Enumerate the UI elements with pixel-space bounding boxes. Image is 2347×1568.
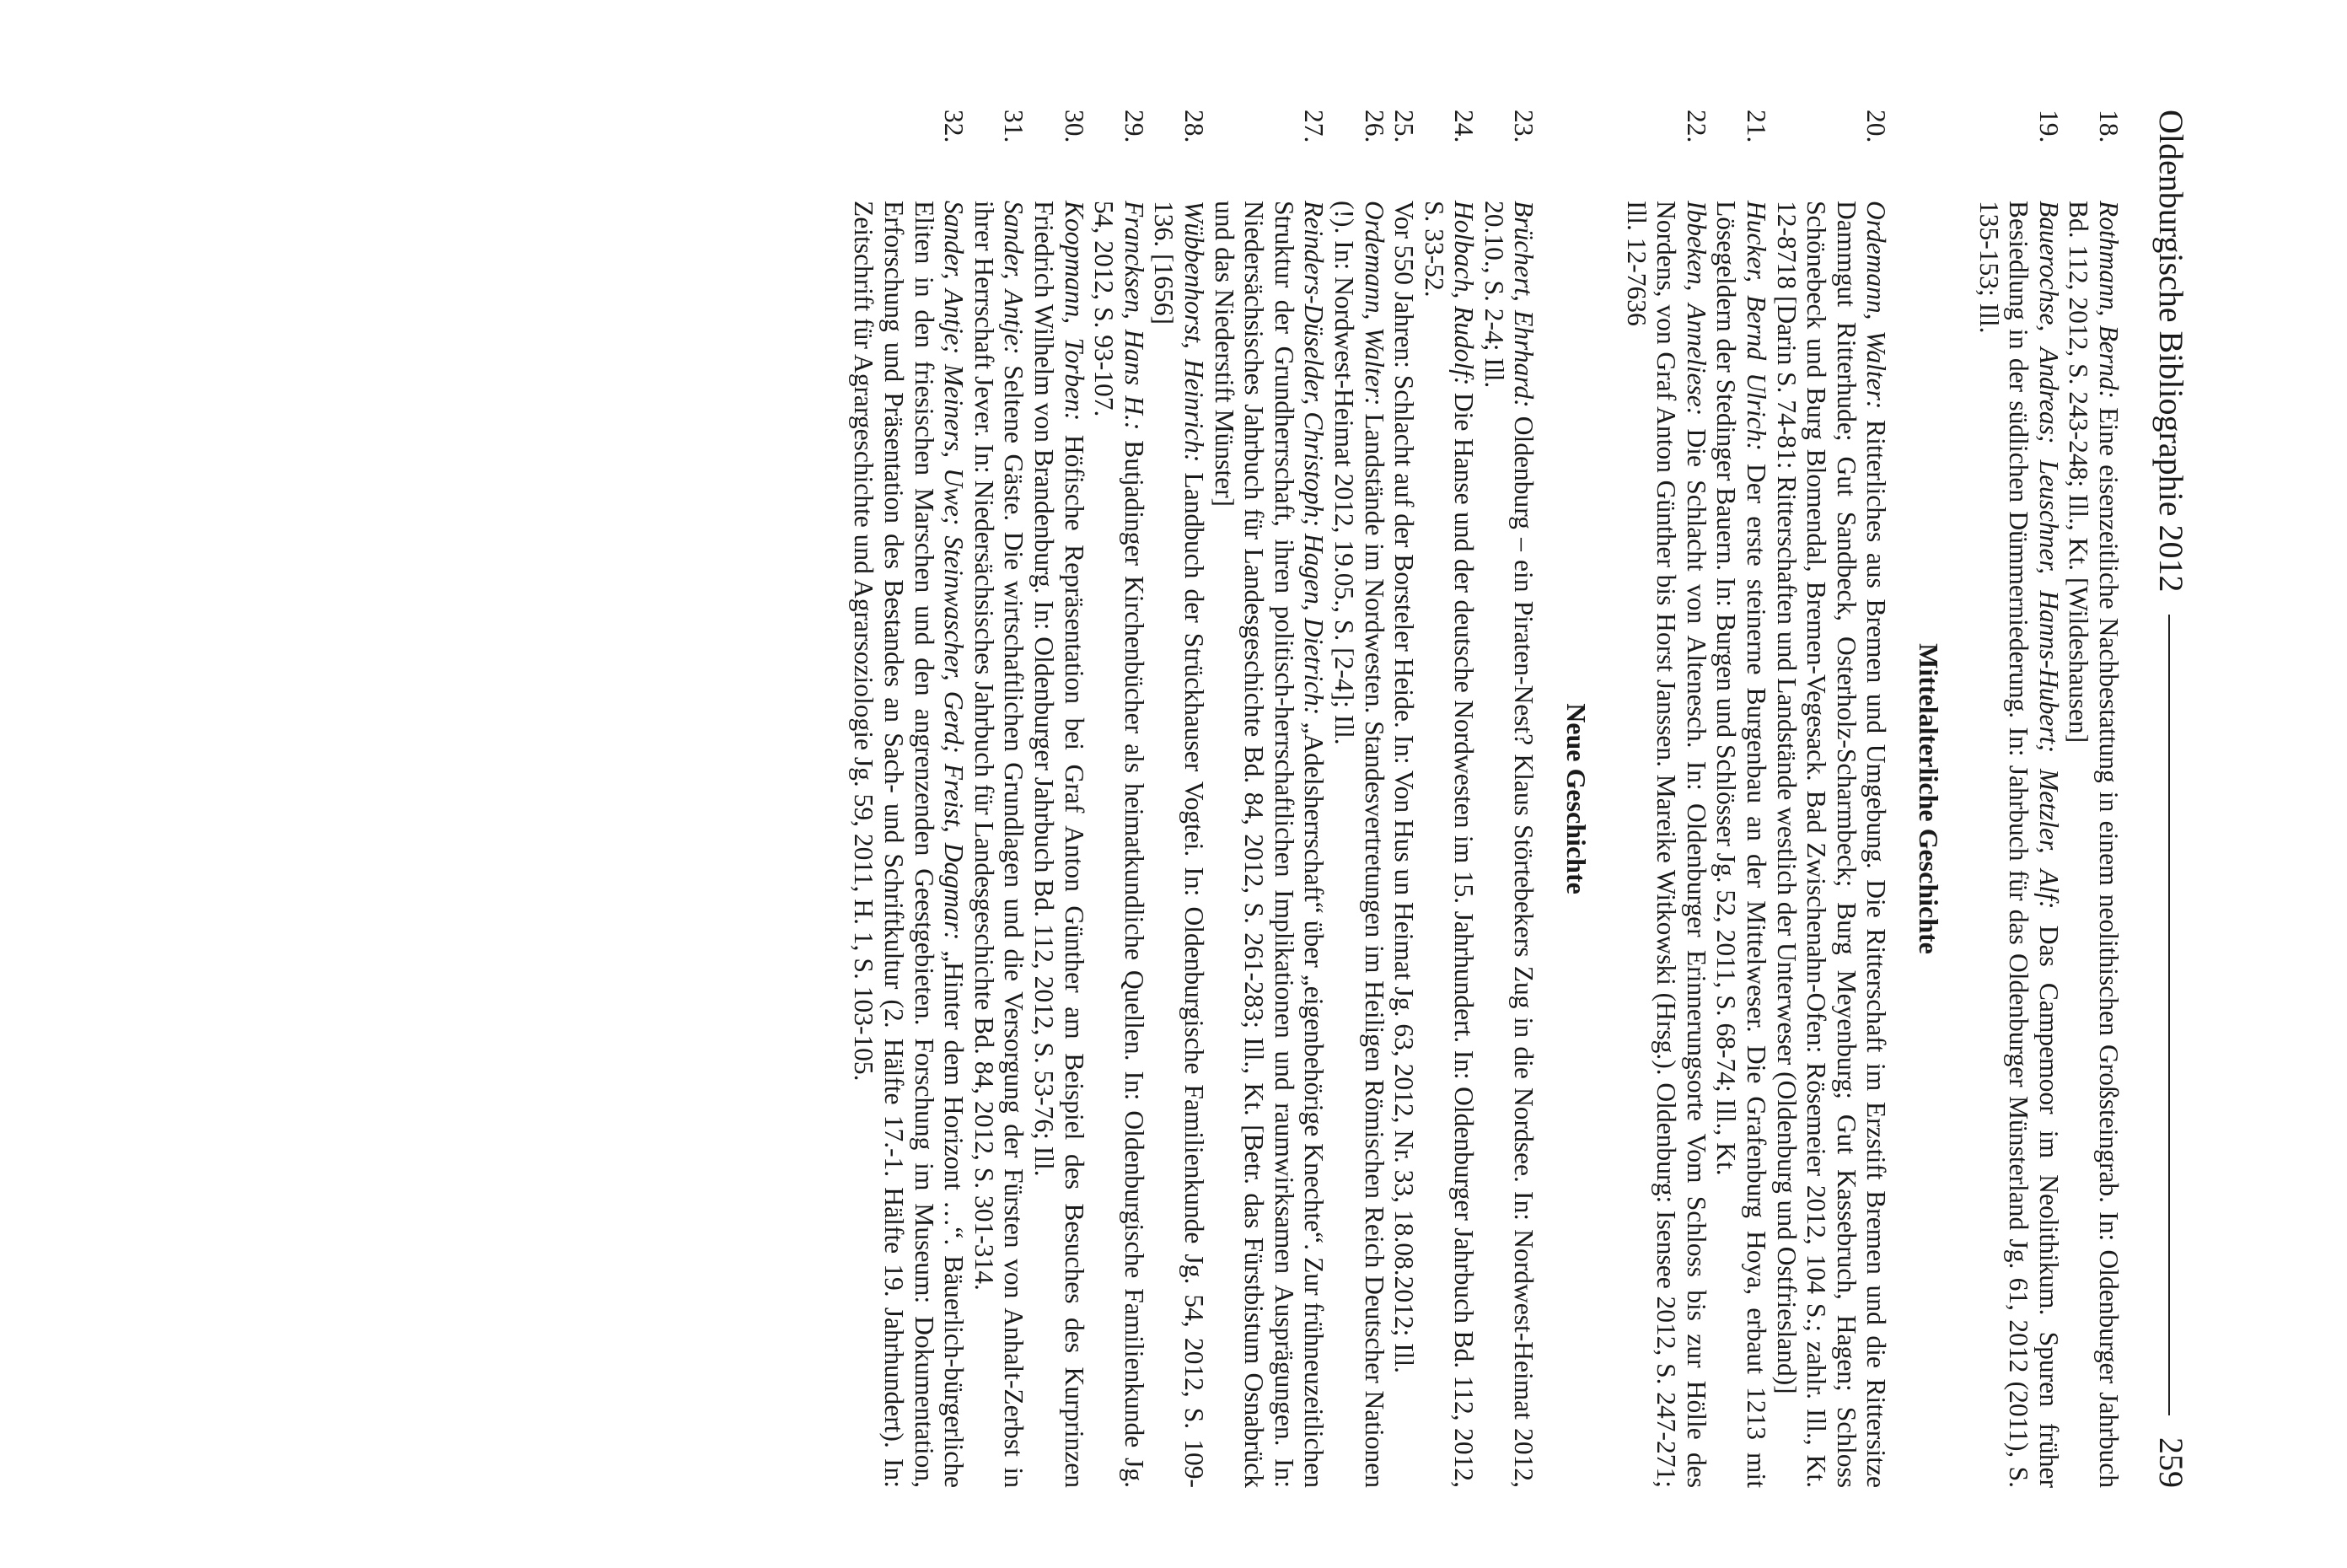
entry-text: Der erste steinerne Burgenbau an der Mittelweser. Die Grafenburg Hoya, erbaut 1213 mit Lösegeldern der Stedinger Bauern. In: Burgen und Schlösser Jg. 52, 2011, S. 68-74; Ill., Kt. [1711, 201, 1772, 1488]
entry-author: Wübbenhorst, Heinrich: [1179, 201, 1209, 463]
entry-text: Oldenburg – ein Piraten-Nest? Klaus Störtebekers Zug in die Nordsee. In: Nordwest-Heimat 2012, 20.10., S. 2-4; Ill. [1479, 201, 1539, 1489]
page-number: 259 [2152, 1437, 2191, 1488]
entry-text: Die Schlacht von Altenesch. In: Oldenburger Erinnerungsorte Vom Schloss bis zur Hölle des Nordens, von Graf Anton Günther bis Horst Janssen. Mareike Witkowski (Hrsg.). Oldenburg: Isensee 2012, S. 247-271; Ill. 12-7636 [1621, 201, 1711, 1488]
entry-text: Butjadinger Kirchenbücher als heimatkundliche Quellen. In: Oldenburgische Familienkunde Jg. 54, 2012, S. 93-107. [1089, 201, 1149, 1489]
bibliography-entry [849, 110, 969, 1488]
entry-author: Ordemann, Walter: [1359, 201, 1389, 406]
entry-text: Landbuch der Strückhauser Vogtei. In: Oldenburgische Familienkunde Jg. 54, 2012, S. 109-136. [1656] [1149, 201, 1209, 1488]
entry-author: Hucker, Bernd Ulrich: [1742, 201, 1772, 451]
entry-author: Bauerochse, Andreas; Leuschner, Hanns-Hubert; Metzler, Alf: [2033, 201, 2064, 910]
entry-number: 18. [2094, 110, 2124, 143]
bibliography-body [849, 110, 2124, 1488]
entry-author: Koopmann, Torben: [1059, 201, 1089, 422]
entry-author: Holbach, Rudolf: [1449, 201, 1480, 386]
entry-number: 22. [1681, 110, 1711, 143]
bibliography-entry [1974, 110, 2064, 1488]
bibliography-entry [1209, 110, 1329, 1488]
bibliography-entry [1149, 110, 1209, 1488]
entry-number: 32. [939, 110, 969, 143]
bibliography-entry [1389, 110, 1420, 1488]
entry-number: 30. [1059, 110, 1089, 143]
entry-number: 28. [1179, 110, 1209, 143]
entry-text: Eine eisenzeitliche Nachbestattung in einem neolithischen Großsteingrab. In: Oldenburger Jahrbuch Bd. 112, 2012, S. 243-248; Ill., Kt. [Wildeshausen] [2064, 201, 2124, 1488]
entry-author: Ordemann, Walter: [1861, 201, 1892, 410]
entry-text: Landstände im Nordwesten. Standesvertretungen im Heiligen Römischen Reich Deutscher Nationen (!). In: Nordwest-Heimat 2012, 19.05., S. [2-4]; Ill. [1329, 201, 1389, 1488]
entry-author: Ibbeken, Anneliese: [1681, 201, 1711, 416]
entry-text: Höfische Repräsentation bei Graf Anton Günther am Beispiel des Besuches des Kurprinzen Friedrich Wilhelm von Brandenburg. In: Oldenburger Jahrbuch Bd. 112, 2012, S. 53-76; Ill. [1029, 201, 1089, 1489]
entry-text: Die Hanse und der deutsche Nordwesten im 15. Jahrhundert. In: Oldenburger Jahrbuch Bd. 112, 2012, S. 33-52. [1419, 201, 1480, 1488]
bibliography-entry [1329, 110, 1388, 1488]
entry-author: Sander, Antje; Meiners, Uwe; Steinwascher, Gerd; Freist, Dagmar: [939, 201, 969, 941]
entry-number: 24. [1449, 110, 1480, 143]
entry-text: Das Campemoor im Neolithikum. Spuren früher Besiedlung in der südlichen Dümmerniederung. In: Jahrbuch für das Oldenburger Münsterland Jg. 61, 2012 (2011), S. 135-153; Ill. [1974, 201, 2064, 1489]
bibliography-entry [1089, 110, 1149, 1488]
running-title: Oldenburgische Bibliographie 2012 [2152, 110, 2191, 593]
bibliography-entry [2064, 110, 2124, 1488]
bibliography-entry [1419, 110, 1479, 1488]
section-heading: Mittelalterliche Geschichte [1914, 643, 1945, 954]
entry-author: Francksen, Hans H.: [1119, 201, 1149, 431]
entry-number: 19. [2033, 110, 2064, 143]
entry-author: Brüchert, Ehrhard: [1509, 201, 1539, 408]
entry-text: „Adelsherrschaft“ über „eigenbehörige Knechte“. Zur frühneuzeitlichen Struktur der Grundherrschaft, ihren politisch-herrschaftlichen Implikationen und raumwirksamen Ausprägungen. In: Niedersächsisches Jahrbuch für Landesgeschichte Bd. 84, 2012, S. 261-283; Ill., Kt. [Betr. das Fürstbistum Osnabrück und das Niederstift Münster] [1209, 201, 1329, 1489]
entry-number: 25. [1389, 110, 1420, 143]
entry-number: 20. [1861, 110, 1892, 143]
header-rule [2168, 615, 2170, 1416]
entry-author: Reinders-Düselder, Christoph; Hagen, Dietrich: [1299, 201, 1329, 716]
bibliography-entry [969, 110, 1028, 1488]
section-heading: Neue Geschichte [1561, 703, 1592, 894]
entry-number: 26. [1359, 110, 1389, 143]
entry-text: Ritterliches aus Bremen und Umgebung. Die Ritterschaft im Erzstift Bremen und die Rittersitze Dammgut Ritterhude; Gut Sandbeck, Osterholz-Scharmbeck; Burg Meyenburg; Gut Kassebruch, Hagen; Schloss Schönebeck und Burg Blomendal, Bremen-Vegesack. Bad Zwischenahn-Ofen: Rösemeier 2012, 104 S.; zahlr. Ill., Kt. 12-8718 [Darin S. 74-81: Ritterschaften und Landstände westlich der Unterweser (Oldenburg und Ostfriesland)] [1771, 201, 1892, 1489]
entry-text: Vor 550 Jahren: Schlacht auf der Borsteler Heide. In: Von Hus un Heimat Jg. 63, 2012, Nr. 33, 18.08.2012; Ill. [1389, 201, 1420, 1374]
bibliography-entry [1771, 110, 1891, 1488]
entry-text: „Hinter dem Horizont …“. Bäuerlich-bürgerliche Eliten in den friesischen Marschen und den angrenzenden Geestgebieten. Forschung im Museum: Dokumentation, Erforschung und Präsentation des Bestandes an Sach- und Schriftkultur (2. Hälfte 17.-1. Hälfte 19. Jahrhundert). In: Zeitschrift für Agrargeschichte und Agrarsoziologie Jg. 59, 2011, H. 1, S. 103-105. [849, 201, 969, 1488]
entry-number: 27. [1299, 110, 1329, 143]
running-header [2146, 110, 2197, 1488]
bibliography-entry [1711, 110, 1771, 1488]
bibliography-entry [1028, 110, 1088, 1488]
entry-author: Sander, Antje: [999, 201, 1029, 355]
entry-number: 23. [1509, 110, 1539, 143]
entry-number: 21. [1742, 110, 1772, 143]
entry-number: 29. [1119, 110, 1149, 143]
bibliography-entry [1479, 110, 1539, 1488]
entry-author: Rothmann, Bernd: [2094, 201, 2124, 400]
entry-text: Seltene Gäste. Die wirtschaftlichen Grundlagen und die Versorgung der Fürsten von Anhalt-Zerbst in ihrer Herrschaft Jever. In: Niedersächsisches Jahrbuch für Landesgeschichte Bd. 84, 2012, S. 301-314. [969, 201, 1029, 1488]
bibliography-entry [1621, 110, 1711, 1488]
entry-number: 31. [999, 110, 1029, 143]
